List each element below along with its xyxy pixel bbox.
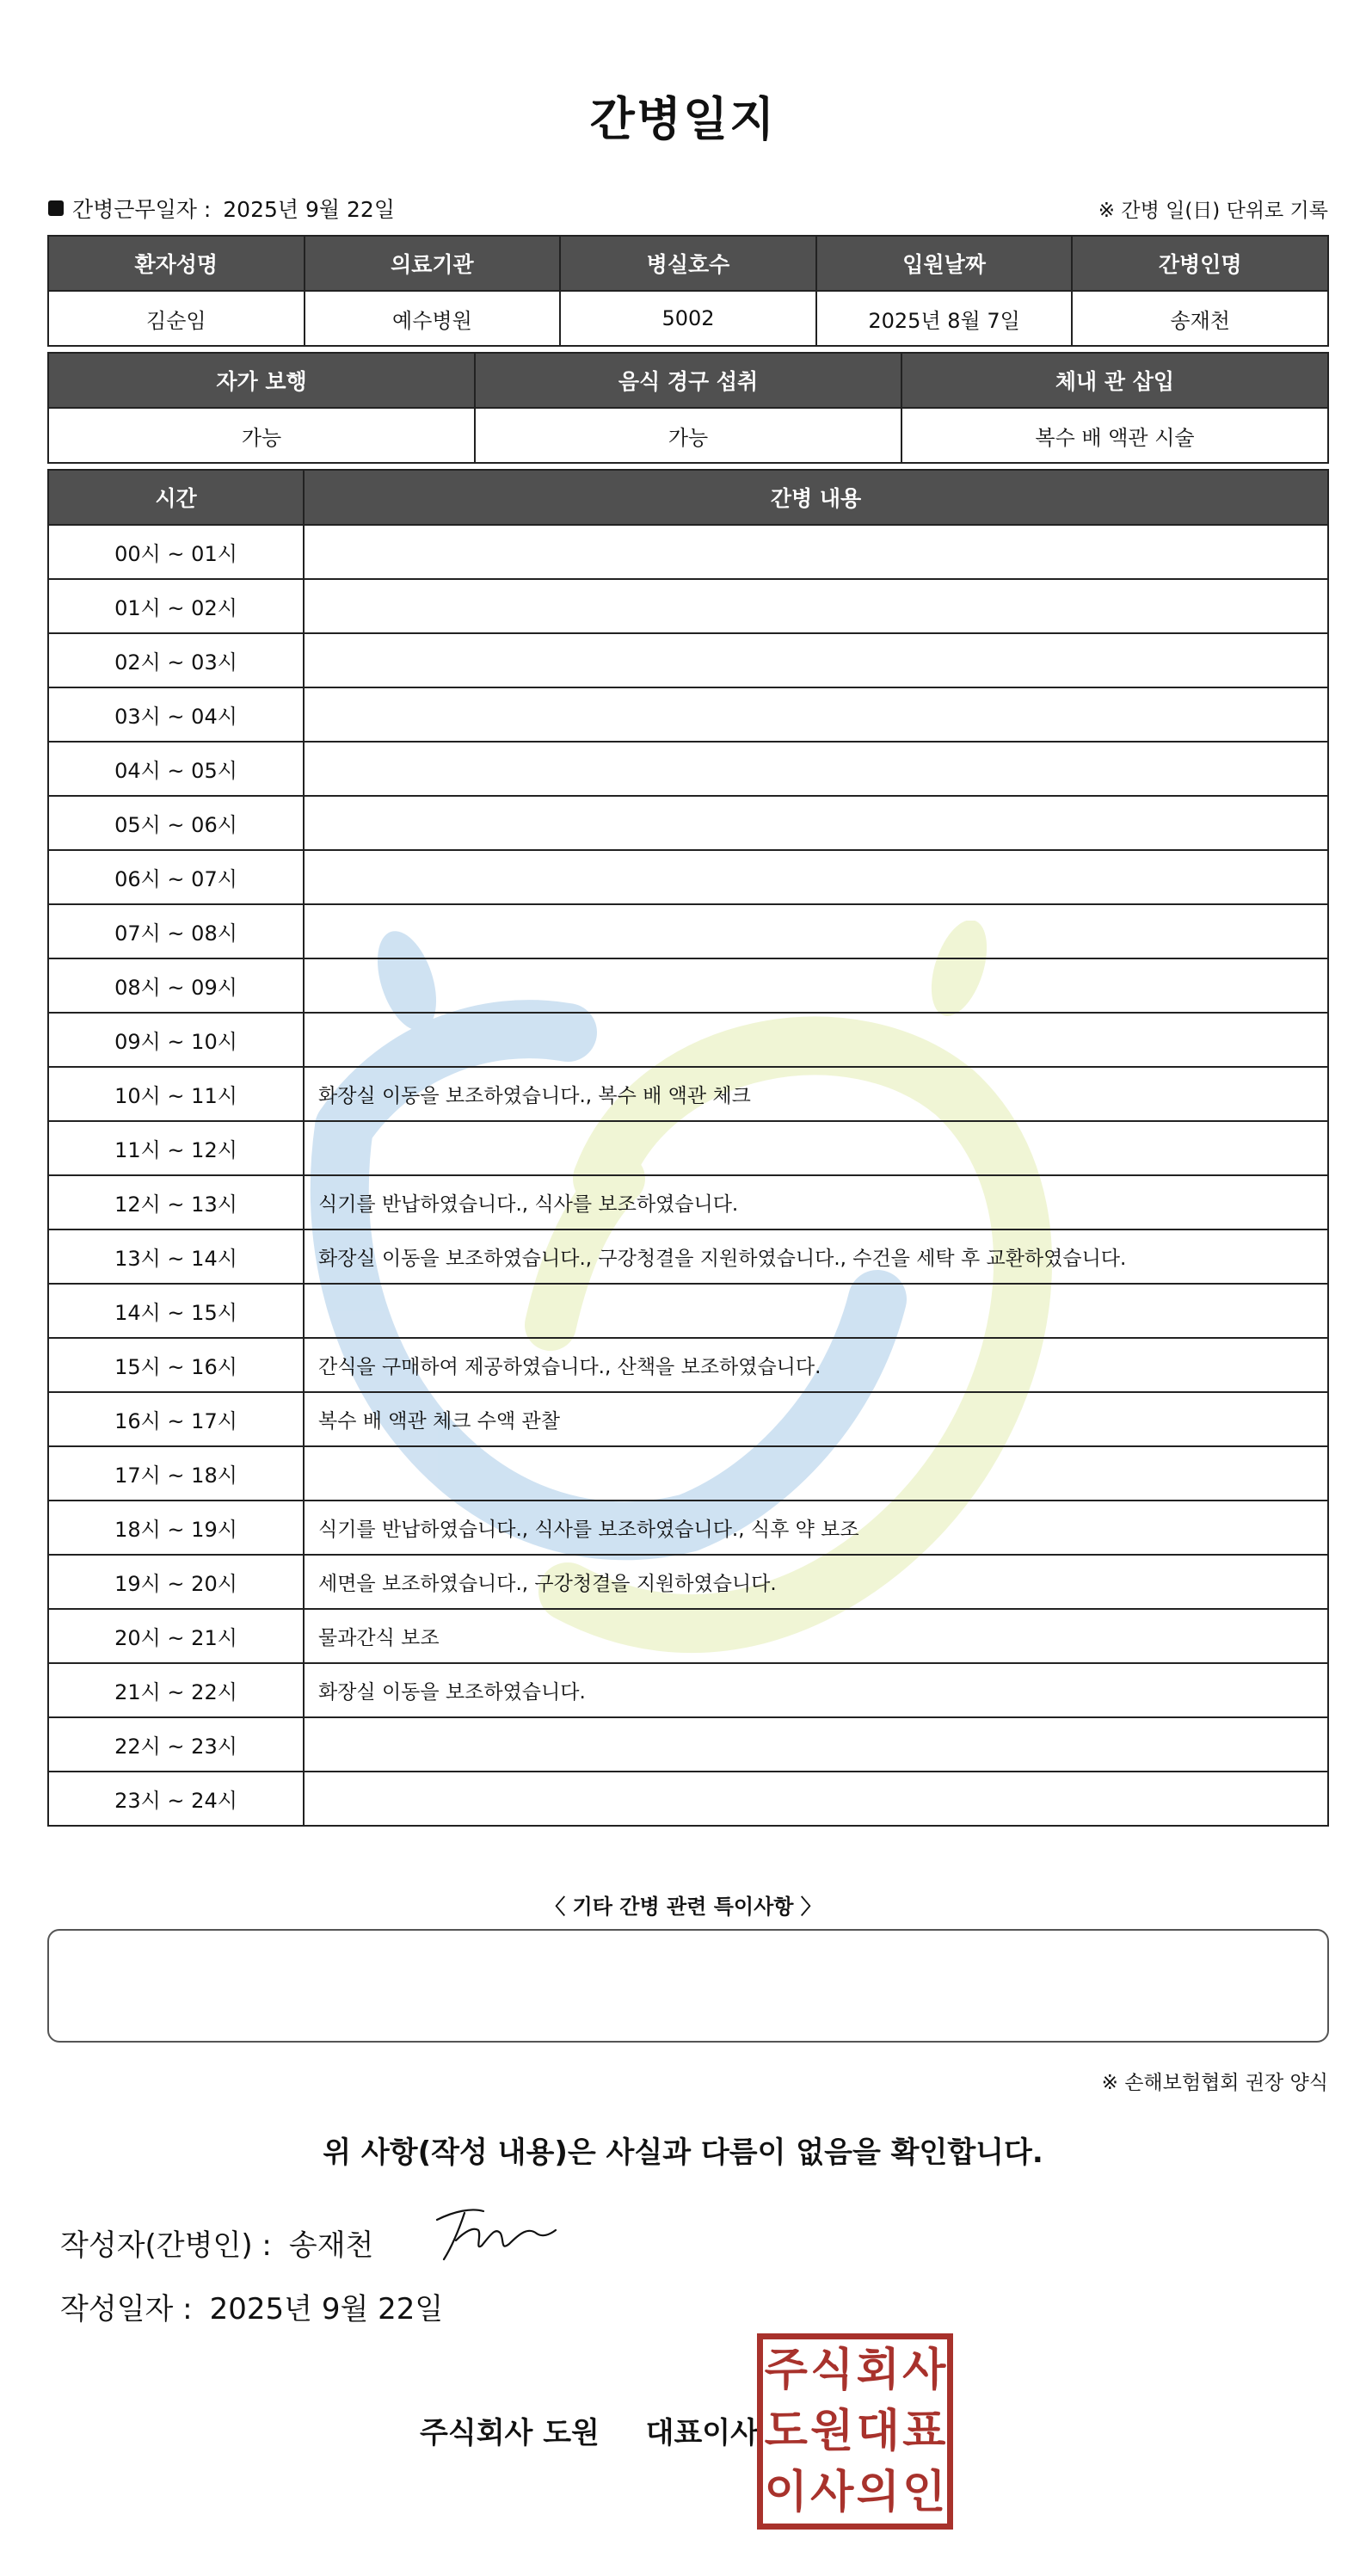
stamp-character: 이 xyxy=(764,2467,808,2519)
care-content xyxy=(304,1284,1328,1338)
handwritten-signature xyxy=(430,2201,559,2270)
table-row xyxy=(48,1717,1328,1772)
time-slot: 16시 ~ 17시 xyxy=(48,1392,304,1446)
unit-note: ※ 간병 일(日) 단위로 기록 xyxy=(1098,200,1328,222)
care-content: 간식을 구매하여 제공하였습니다., 산책을 보조하였습니다. xyxy=(304,1338,1328,1392)
tube-insertion-value: 복수 배 액관 시술 xyxy=(901,408,1328,463)
writer-name: 송재천 xyxy=(288,2228,374,2263)
document-title: 간병일지 xyxy=(589,92,777,146)
table-row xyxy=(48,1663,1328,1717)
header-room-number: 병실호수 xyxy=(560,236,816,291)
table-row xyxy=(48,742,1328,796)
care-content xyxy=(304,1446,1328,1501)
time-slot: 01시 ~ 02시 xyxy=(48,579,304,633)
writer-line xyxy=(60,2222,373,2264)
square-bullet-icon xyxy=(48,200,64,216)
stamp-character: 원 xyxy=(810,2405,854,2457)
time-slot: 11시 ~ 12시 xyxy=(48,1121,304,1175)
time-slot: 04시 ~ 05시 xyxy=(48,742,304,796)
room-number: 5002 xyxy=(560,291,816,346)
work-date-line xyxy=(48,193,395,224)
stamp-character: 식 xyxy=(810,2344,854,2396)
hourly-care-log-table xyxy=(47,469,1329,1827)
hospital-name: 예수병원 xyxy=(305,291,561,346)
table-row xyxy=(48,633,1328,687)
care-content xyxy=(304,1121,1328,1175)
written-date-line xyxy=(60,2285,443,2327)
time-slot: 05시 ~ 06시 xyxy=(48,796,304,850)
table-row xyxy=(48,1392,1328,1446)
table-row xyxy=(48,904,1328,958)
time-slot: 22시 ~ 23시 xyxy=(48,1717,304,1772)
header-hospital: 의료기관 xyxy=(305,236,561,291)
stamp-character: 인 xyxy=(902,2467,946,2519)
care-content: 화장실 이동을 보조하였습니다., 복수 배 액관 체크 xyxy=(304,1067,1328,1121)
stamp-character: 대 xyxy=(856,2405,900,2457)
stamp-character: 회 xyxy=(856,2344,900,2396)
table-row xyxy=(48,1609,1328,1663)
patient-info-table xyxy=(47,235,1329,347)
recommended-form-note: ※ 손해보험협회 권장 양식 xyxy=(1101,2072,1328,2094)
care-content: 화장실 이동을 보조하였습니다., 구강청결을 지원하였습니다., 수건을 세탁 후 교환하였습니다. xyxy=(304,1229,1328,1284)
table-row xyxy=(48,1446,1328,1501)
log-rows xyxy=(48,525,1328,1826)
time-slot: 02시 ~ 03시 xyxy=(48,633,304,687)
table-row xyxy=(48,1772,1328,1826)
care-content: 화장실 이동을 보조하였습니다. xyxy=(304,1663,1328,1717)
table-row xyxy=(48,1229,1328,1284)
care-content xyxy=(304,1772,1328,1826)
stamp-character: 의 xyxy=(856,2467,900,2519)
care-content: 식기를 반납하였습니다., 식사를 보조하였습니다., 식후 약 보조 xyxy=(304,1501,1328,1555)
header-caregiver-name: 간병인명 xyxy=(1072,236,1328,291)
care-content: 복수 배 액관 체크 수액 관찰 xyxy=(304,1392,1328,1446)
time-slot: 15시 ~ 16시 xyxy=(48,1338,304,1392)
time-slot: 08시 ~ 09시 xyxy=(48,958,304,1013)
time-slot: 12시 ~ 13시 xyxy=(48,1175,304,1229)
stamp-character: 사 xyxy=(810,2467,854,2519)
time-slot: 23시 ~ 24시 xyxy=(48,1772,304,1826)
time-slot: 06시 ~ 07시 xyxy=(48,850,304,904)
table-row xyxy=(48,958,1328,1013)
time-slot: 13시 ~ 14시 xyxy=(48,1229,304,1284)
care-content xyxy=(304,1717,1328,1772)
self-walking-value: 가능 xyxy=(48,408,475,463)
special-notes-title: 〈 기타 간병 관련 특이사항 〉 xyxy=(545,1895,821,1919)
care-content xyxy=(304,633,1328,687)
care-content xyxy=(304,687,1328,742)
time-slot: 07시 ~ 08시 xyxy=(48,904,304,958)
table-row xyxy=(48,1067,1328,1121)
care-content: 세면을 보조하였습니다., 구강청결을 지원하였습니다. xyxy=(304,1555,1328,1609)
care-content xyxy=(304,579,1328,633)
table-row xyxy=(48,1175,1328,1229)
table-row xyxy=(48,525,1328,579)
care-content xyxy=(304,958,1328,1013)
care-content xyxy=(304,850,1328,904)
care-content xyxy=(304,904,1328,958)
log-header-row xyxy=(48,470,1328,525)
table-row xyxy=(48,1121,1328,1175)
care-content xyxy=(304,742,1328,796)
table-row xyxy=(48,687,1328,742)
time-slot: 10시 ~ 11시 xyxy=(48,1067,304,1121)
oral-intake-value: 가능 xyxy=(475,408,901,463)
patient-name: 김순임 xyxy=(48,291,305,346)
care-content xyxy=(304,796,1328,850)
table-row xyxy=(48,850,1328,904)
status-header-row xyxy=(48,353,1328,408)
time-slot: 03시 ~ 04시 xyxy=(48,687,304,742)
status-value-row xyxy=(48,408,1328,463)
caregiver-name: 송재천 xyxy=(1072,291,1328,346)
care-content xyxy=(304,525,1328,579)
work-date-value: 2025년 9월 22일 xyxy=(223,197,395,222)
table-row xyxy=(48,1284,1328,1338)
time-slot: 09시 ~ 10시 xyxy=(48,1013,304,1067)
patient-value-row xyxy=(48,291,1328,346)
table-row xyxy=(48,1338,1328,1392)
header-care-content: 간병 내용 xyxy=(304,470,1328,525)
company-seal-stamp xyxy=(757,2333,953,2530)
work-date-label: 간병근무일자 : xyxy=(72,197,212,222)
care-content xyxy=(304,1013,1328,1067)
care-content: 물과간식 보조 xyxy=(304,1609,1328,1663)
stamp-character: 도 xyxy=(764,2405,808,2457)
header-admission-date: 입원날짜 xyxy=(816,236,1073,291)
time-slot: 21시 ~ 22시 xyxy=(48,1663,304,1717)
time-slot: 14시 ~ 15시 xyxy=(48,1284,304,1338)
care-content: 식기를 반납하였습니다., 식사를 보조하였습니다. xyxy=(304,1175,1328,1229)
company-name: 주식회사 도원 xyxy=(420,2416,600,2450)
special-notes-box xyxy=(47,1929,1329,2043)
stamp-character: 표 xyxy=(902,2405,946,2457)
table-row xyxy=(48,579,1328,633)
time-slot: 19시 ~ 20시 xyxy=(48,1555,304,1609)
table-row xyxy=(48,1501,1328,1555)
table-row xyxy=(48,1013,1328,1067)
company-line xyxy=(420,2409,759,2451)
company-role: 대표이사 xyxy=(645,2416,759,2450)
time-slot: 00시 ~ 01시 xyxy=(48,525,304,579)
written-date-label: 작성일자 : xyxy=(60,2292,193,2326)
table-row xyxy=(48,796,1328,850)
patient-header-row xyxy=(48,236,1328,291)
header-oral-intake: 음식 경구 섭취 xyxy=(475,353,901,408)
patient-status-table xyxy=(47,352,1329,464)
header-self-walking: 자가 보행 xyxy=(48,353,475,408)
time-slot: 20시 ~ 21시 xyxy=(48,1609,304,1663)
stamp-character: 주 xyxy=(764,2344,808,2396)
header-patient-name: 환자성명 xyxy=(48,236,305,291)
written-date: 2025년 9월 22일 xyxy=(209,2292,444,2326)
confirmation-statement: 위 사항(작성 내용)은 사실과 다름이 없음을 확인합니다. xyxy=(323,2135,1043,2170)
header-time: 시간 xyxy=(48,470,304,525)
header-tube-insertion: 체내 관 삽입 xyxy=(901,353,1328,408)
table-row xyxy=(48,1555,1328,1609)
time-slot: 18시 ~ 19시 xyxy=(48,1501,304,1555)
stamp-character: 사 xyxy=(902,2344,946,2396)
time-slot: 17시 ~ 18시 xyxy=(48,1446,304,1501)
admission-date: 2025년 8월 7일 xyxy=(816,291,1073,346)
writer-label: 작성자(간병인) : xyxy=(60,2228,272,2263)
